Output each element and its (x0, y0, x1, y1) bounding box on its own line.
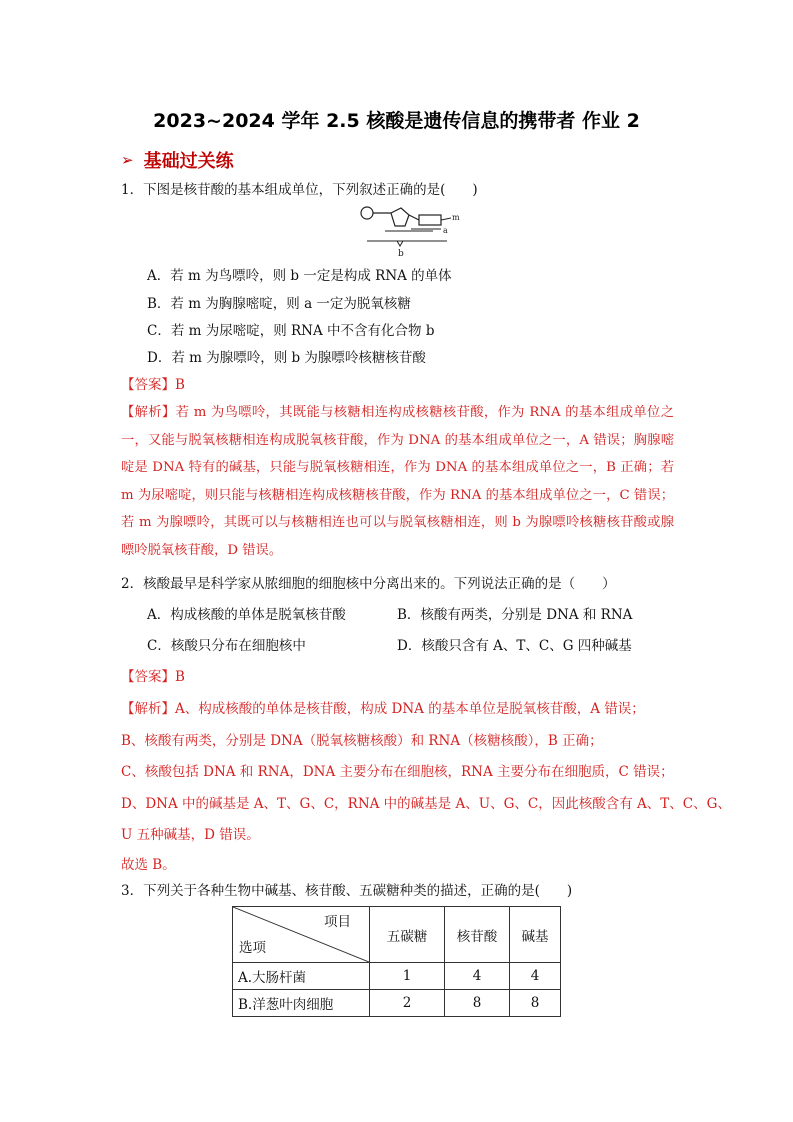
answer-tag: 【答案】 (121, 669, 175, 685)
q2-option-d: D．核酸只含有 A、T、C、G 四种碱基 (397, 638, 632, 654)
answer-tag: 【答案】 (121, 377, 175, 393)
q2-analysis-line-5: U 五种碱基，D 错误。 (121, 827, 260, 843)
table-cell: 8 (510, 990, 561, 1017)
page-title: 2023~2024 学年 2.5 核酸是遗传信息的携带者 作业 2 (153, 110, 640, 132)
q2-analysis-line-1 (121, 699, 645, 719)
analysis-text: A、构成核酸的单体是核苷酸，构成 DNA 的基本单位是脱氧核苷酸，A 错误； (175, 701, 645, 717)
q2-analysis-line-2: B、核酸有两类，分别是 DNA（脱氧核糖核酸）和 RNA（核糖核酸），B 正确； (121, 733, 603, 749)
table-corner-cell (233, 907, 370, 963)
analysis-tag: 【解析】 (121, 405, 176, 420)
q2-option-c: C．核酸只分布在细胞核中 (147, 638, 306, 654)
q1-option-b: B．若 m 为胸腺嘧啶，则 a 一定为脱氧核糖 (147, 296, 411, 312)
q2-conclusion: 故选 B。 (121, 857, 176, 873)
label-b: b (398, 249, 404, 259)
table-row-label: B.洋葱叶肉细胞 (233, 990, 370, 1017)
label-m: m (452, 213, 460, 222)
table-header-cell: 碱基 (510, 907, 561, 963)
analysis-tag: 【解析】 (121, 701, 175, 717)
section-label: 基础过关练 (143, 151, 234, 172)
corner-bottom-label: 选项 (239, 940, 266, 956)
section-heading (121, 147, 234, 173)
q3-stem: 3．下列关于各种生物中碱基、核苷酸、五碳糖种类的描述，正确的是( ) (121, 883, 573, 899)
table-header-cell: 核苷酸 (445, 907, 510, 963)
label-a: a (443, 226, 448, 235)
table-row (233, 990, 561, 1017)
table-row-label: A.大肠杆菌 (233, 963, 370, 990)
table-cell: 4 (445, 963, 510, 990)
q1-option-a: A．若 m 为鸟嘌呤，则 b 一定是构成 RNA 的单体 (147, 268, 452, 284)
table-cell: 8 (445, 990, 510, 1017)
q2-option-b: B．核酸有两类，分别是 DNA 和 RNA (397, 607, 633, 623)
table-cell: 4 (510, 963, 561, 990)
table-row (233, 963, 561, 990)
answer-value: B (175, 377, 185, 393)
q2-analysis-line-3: C、核酸包括 DNA 和 RNA，DNA 主要分布在细胞核，RNA 主要分布在细胞质，C 错误； (121, 764, 674, 780)
answer-value: B (175, 669, 185, 685)
table-cell: 1 (370, 963, 445, 990)
q2-answer (121, 667, 185, 687)
q1-stem: 1．下图是核苷酸的基本组成单位，下列叙述正确的是( ) (121, 182, 478, 198)
q1-answer (121, 375, 185, 395)
table-cell: 2 (370, 990, 445, 1017)
q2-option-a: A．构成核酸的单体是脱氧核苷酸 (147, 607, 346, 623)
arrow-marker-icon: ➢ (121, 151, 134, 169)
corner-top-label: 项目 (324, 914, 351, 930)
table-header-row (233, 907, 561, 963)
table-header-cell: 五碳糖 (370, 907, 445, 963)
q2-analysis-line-4: D、DNA 中的碱基是 A、T、G、C，RNA 中的碱基是 A、U、G、C，因此核酸含有 A、T、C、G、 (121, 796, 731, 812)
q1-analysis (121, 399, 674, 564)
q2-stem: 2．核酸最早是科学家从脓细胞的细胞核中分离出来的。下列说法正确的是（ ） (121, 576, 616, 592)
nucleotide-diagram (355, 202, 470, 262)
q1-option-d: D．若 m 为腺嘌呤，则 b 为腺嘌呤核糖核苷酸 (147, 350, 426, 366)
analysis-text: 若 m 为鸟嘌呤，其既能与核糖相连构成核糖核苷酸，作为 RNA 的基本组成单位之一，又能与脱氧核糖相连构成脱氧核苷酸，作为 DNA 的基本组成单位之一，A 错误；胸腺嘧啶是 DNA 特有的碱基，只能与脱氧核糖相连，作为 DNA 的基本组成单位之一，B 正确；若 m 为尿嘧啶，则只能与核糖相连构成核糖核苷酸，作为 RNA 的基本组成单位之一，C 错误；若 m 为腺嘌呤，其既可以与核糖相连也可以与脱氧核糖相连，则 b 为腺嘌呤核糖核苷酸或腺嘌呤脱氧核苷酸，D 错误。 (121, 405, 674, 558)
q3-table (232, 906, 561, 1017)
q1-option-c: C．若 m 为尿嘧啶，则 RNA 中不含有化合物 b (147, 323, 435, 339)
